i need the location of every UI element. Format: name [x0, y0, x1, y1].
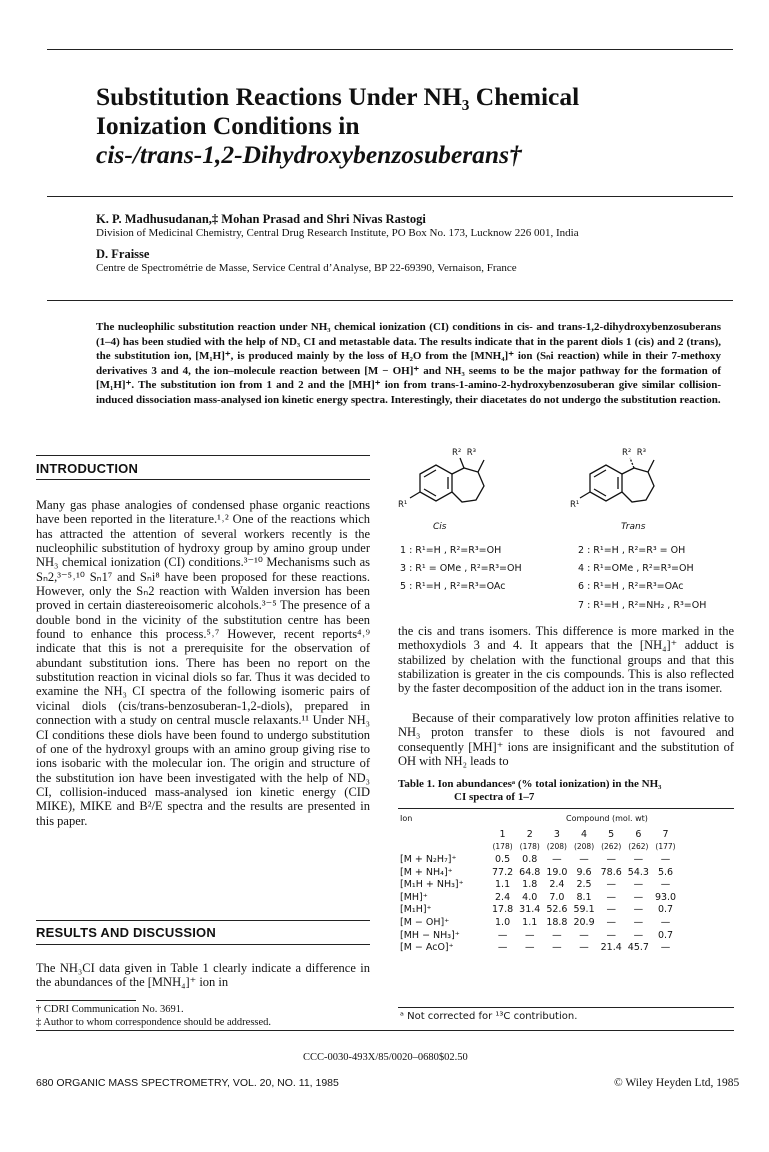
- table-cell: —: [606, 879, 616, 891]
- ion-abundance-table: [400, 828, 679, 954]
- table-row-label: [M₁H + NH₃]⁺: [400, 879, 464, 891]
- table-cell: 78.6: [600, 866, 622, 878]
- table-cell: 4.0: [522, 891, 538, 903]
- table-row-label: [MH − NH₃]⁺: [400, 929, 460, 941]
- table-row: [400, 866, 679, 879]
- table-cell: —: [606, 853, 616, 865]
- table-cell: —: [579, 853, 589, 865]
- table-row: [400, 891, 679, 904]
- table-cell: 17.8: [492, 904, 514, 916]
- table-row: [400, 916, 679, 929]
- table-caption: [398, 778, 734, 804]
- table-cell: 7: [662, 828, 669, 840]
- table-cell: 2: [526, 828, 533, 840]
- trans-structure: [580, 458, 654, 502]
- table-cell: 77.2: [492, 866, 514, 878]
- table-ion-header: Ion: [400, 814, 413, 823]
- table-cell: —: [633, 916, 644, 928]
- table-cell: —: [606, 891, 616, 903]
- abstract: The nucleophilic substitution reaction under NH₃ chemical ionization (CI) conditions in cis- and trans-1,2-dihydroxybenzosuberans (1–4) has been studied with the help of ND₃ CI and metastable data. The results indicate that in the parent diols 1 (cis) and 2 (trans), the substitution ion, [M₁H]⁺, is produced mainly by the loss of H₂O from the [MNH₄]⁺ ion (Sₙi reaction) while in their 7-methoxy derivatives 3 and 4, the ion–molecule reaction between [M − OH]⁺ and NH₃ seems to be the major pathway for the formation of [M₁H]⁺. The substitution ion from 1 and 2 and the [MH]⁺ ion from trans-1-amino-2-hydroxybenzosuberan give similar collision-induced dissociation mass-analysed ion kinetic energy spectra. Interestingly, their diacetates do not undergo the substitution reaction.: [96, 321, 721, 406]
- compound-6: 6 : R¹=H , R²=R³=OAc: [578, 581, 684, 592]
- table-cell: 0.7: [657, 929, 674, 941]
- footnote-rule: [36, 1000, 136, 1001]
- table-cell: 1.0: [495, 916, 511, 928]
- table-cell: 1: [499, 828, 506, 840]
- table-cell: —: [497, 929, 508, 941]
- authors-rule: [47, 300, 733, 301]
- table-cell: 59.1: [573, 904, 595, 916]
- right-paragraph-2: Because of their comparatively low proton affinities relative to NH₃ proton transfer to these diols is not favoured and consequently [MH]⁺ ions are insignificant and the substitution of OH with NH₂ leads to: [398, 711, 734, 769]
- table-cell: 20.9: [573, 916, 595, 928]
- intro-rule-bottom: [36, 479, 370, 480]
- cis-r2r3-label: R² R³: [452, 448, 477, 458]
- table-row-label: [400, 828, 489, 841]
- table-cell: 18.8: [546, 916, 568, 928]
- author-group-2: D. Fraisse: [96, 247, 150, 261]
- table-row-label: [M + NH₄]⁺: [400, 866, 453, 878]
- table-cell: —: [552, 929, 562, 941]
- table-cell: 52.6: [546, 904, 568, 916]
- table-cell: —: [633, 879, 644, 891]
- table-cell: 0.8: [522, 853, 538, 865]
- table-row-label: [M − AcO]⁺: [400, 942, 454, 954]
- table-cell: —: [606, 916, 616, 928]
- table-cell: —: [552, 853, 562, 865]
- title-line-1: Substitution Reactions Under NH₃ Chemical: [96, 82, 580, 111]
- table-cell: (208): [546, 842, 567, 852]
- table-cell: (178): [519, 842, 540, 852]
- table-cell: 3: [553, 828, 560, 840]
- table-cell: —: [579, 929, 589, 941]
- table-cell: (262): [601, 842, 622, 852]
- table-molwt-row: [400, 841, 679, 854]
- table-row: [400, 904, 679, 917]
- table-cell: —: [660, 853, 671, 865]
- table-cell: 19.0: [546, 866, 568, 878]
- table-cell: —: [660, 942, 671, 954]
- results-rule: [36, 920, 370, 921]
- authors-block: [96, 212, 716, 282]
- table-cell: 2.4: [549, 879, 565, 891]
- table-row-label: [M + N₂H₇]⁺: [400, 853, 457, 865]
- table-top-rule: [398, 808, 734, 809]
- compound-3: 3 : R¹ = OMe , R²=R³=OH: [400, 563, 522, 574]
- table-cell: 9.6: [576, 866, 592, 878]
- compound-1: 1 : R¹=H , R²=R³=OH: [400, 545, 502, 556]
- table-cell: —: [606, 929, 616, 941]
- table-cell: —: [660, 879, 671, 891]
- table-compound-row: [400, 828, 679, 841]
- table-cell: (262): [628, 842, 649, 852]
- table-cell: —: [579, 942, 589, 954]
- table-cell: —: [633, 929, 644, 941]
- footer-code: CCC-0030-493X/85/0020–0680$02.50: [303, 1052, 468, 1063]
- table-footnote: ᵃ Not corrected for ¹³C contribution.: [400, 1011, 578, 1022]
- compound-4: 4 : R¹=OMe , R²=R³=OH: [578, 563, 694, 574]
- table-row-label: [M − OH]⁺: [400, 916, 450, 928]
- title-line-2: Ionization Conditions in: [96, 111, 360, 140]
- table-cell: (177): [655, 842, 676, 852]
- table-cell: —: [660, 916, 671, 928]
- trans-r1-label: R¹: [570, 500, 580, 510]
- table-cell: —: [524, 929, 535, 941]
- table-cell: 54.3: [627, 866, 649, 878]
- footer-journal: 680 ORGANIC MASS SPECTROMETRY, VOL. 20, NO. 11, 1985: [36, 1077, 339, 1089]
- structure-drawings: [398, 454, 734, 544]
- table-cell: 1.1: [522, 916, 538, 928]
- intro-rule: [36, 455, 370, 456]
- table-cell: 5.6: [657, 866, 674, 878]
- table-row: [400, 929, 679, 942]
- footnote-dagger: † CDRI Communication No. 3691.: [36, 1004, 184, 1015]
- table-cell: 7.0: [549, 891, 565, 903]
- table-cell: 1.1: [495, 879, 511, 891]
- table-row: [400, 878, 679, 891]
- table-cell: 0.5: [495, 853, 511, 865]
- trans-r2r3-label: R² R³: [622, 448, 647, 458]
- affiliation-1: Division of Medicinal Chemistry, Central Drug Research Institute, PO Box No. 173, Lucknow 226 001, India: [96, 227, 579, 239]
- table-caption-line-2: CI spectra of 1–7: [454, 791, 535, 803]
- table-cell: 31.4: [519, 904, 541, 916]
- footer-publisher: © Wiley Heyden Ltd, 1985: [614, 1077, 740, 1089]
- compound-5: 5 : R¹=H , R²=R³=OAc: [400, 581, 506, 592]
- table-row-label: [400, 841, 489, 854]
- table-cell: 2.4: [495, 891, 511, 903]
- table-cell: 1.8: [522, 879, 538, 891]
- cis-caption: Cis: [433, 522, 447, 532]
- trans-caption: Trans: [621, 522, 646, 532]
- table-cell: 5: [608, 828, 615, 840]
- table-cell: —: [633, 853, 644, 865]
- compound-7: 7 : R¹=H , R²=NH₂ , R³=OH: [578, 600, 707, 611]
- introduction-heading: INTRODUCTION: [36, 461, 139, 476]
- footer-rule: [36, 1030, 734, 1031]
- table-cell: 93.0: [654, 891, 677, 903]
- introduction-paragraph: Many gas phase analogies of condensed phase organic reactions have been reported in the literature.¹˒² One of the reactions which has attracted the attention of several workers recently is the nucleophilic substitution of hydroxy group by amino group under NH₃ chemical ionization (CI) conditions.³⁻¹⁰ Mechanisms such as Sₙ2,³⁻⁵˒¹⁰ Sₙ1⁷ and Sₙi⁸ have been proposed for these reactions. However, only the Sₙ2 reaction with Walden inversion has been proved in certain diastereoisomeric alcohols.³⁻⁵ The presence of a double bond in the vicinity of the substitution centre has been found to enhance this process.⁵˒⁷ However, recent reports⁴˒⁹ indicate that this is not a prerequisite for the observation of abundant substitution ions. There has been no report on the substitution reaction in vicinal diols so far. Thus it was decided to examine the NH₃ CI spectra of the following isomeric pairs of vicinal diols (cis/trans-benzosuberan-1,2-diols), prepared in connection with a study on central muscle relaxants.¹¹ Under NH₃ CI conditions these diols have been found to undergo substitution of one of the hydroxyl groups with an amino group giving rise to ions isobaric with the molecular ion. The origin and structure of the substitution ion have been investigated with the help of ND₃ CI, collision-induced mass-analysed ion kinetic energy (CID MIKE), MIKE and B²/E spectra and the results are presented in this paper.: [36, 498, 370, 828]
- table-cell: 21.4: [600, 942, 622, 954]
- table-cell: 64.8: [519, 866, 541, 878]
- title-rule: [47, 196, 733, 197]
- table-row: [400, 853, 679, 866]
- table-cell: 0.7: [657, 904, 674, 916]
- table-cell: 45.7: [627, 942, 649, 954]
- table-row: [400, 941, 679, 954]
- table-compound-header: Compound (mol. wt): [566, 814, 648, 823]
- results-heading: RESULTS AND DISCUSSION: [36, 925, 216, 940]
- results-rule-bottom: [36, 944, 370, 945]
- affiliation-2: Centre de Spectrométrie de Masse, Service Central d’Analyse, BP 22-69390, Vernaison, France: [96, 262, 517, 274]
- right-paragraph-1: the cis and trans isomers. This difference is more marked in the methoxydiols 3 and 4. It appears that the [NH₄]⁺ adduct is stabilized by chelation with the functional groups and that this stabilization is greater in the cis compounds. This is also reflected by the faster decomposition of the adduct ion in the trans isomer.: [398, 624, 734, 696]
- table-cell: —: [497, 942, 508, 954]
- cis-structure: [410, 458, 484, 502]
- table-row-label: [M₁H]⁺: [400, 904, 432, 916]
- article-title: [96, 82, 696, 169]
- title-line-3: cis-/trans-1,2-Dihydroxybenzosuberans†: [96, 140, 522, 169]
- author-group-1: K. P. Madhusudanan,‡ Mohan Prasad and Shri Nivas Rastogi: [96, 212, 426, 226]
- cis-r1-label: R¹: [398, 500, 408, 510]
- compound-2: 2 : R¹=H , R²=R³ = OH: [578, 545, 686, 556]
- table-cell: (208): [573, 842, 595, 852]
- table-cell: 2.5: [576, 879, 592, 891]
- table-bottom-rule: [398, 1007, 734, 1008]
- table-cell: —: [552, 942, 562, 954]
- top-rule: [47, 49, 733, 50]
- table-cell: 4: [581, 828, 588, 840]
- table-cell: 8.1: [576, 891, 592, 903]
- table-cell: 6: [635, 828, 642, 840]
- table-cell: —: [524, 942, 535, 954]
- table-row-label: [MH]⁺: [400, 891, 428, 903]
- table-cell: —: [633, 904, 644, 916]
- results-paragraph: The NH₃CI data given in Table 1 clearly indicate a difference in the abundances of the [MNH₄]⁺ ion in: [36, 961, 370, 990]
- table-cell: —: [606, 904, 616, 916]
- table-cell: —: [633, 891, 644, 903]
- table-caption-line-1: Table 1. Ion abundancesᵃ (% total ionization) in the NH₃: [398, 778, 662, 790]
- table-cell: (178): [492, 842, 513, 852]
- footnote-ddagger: ‡ Author to whom correspondence should be addressed.: [36, 1017, 272, 1028]
